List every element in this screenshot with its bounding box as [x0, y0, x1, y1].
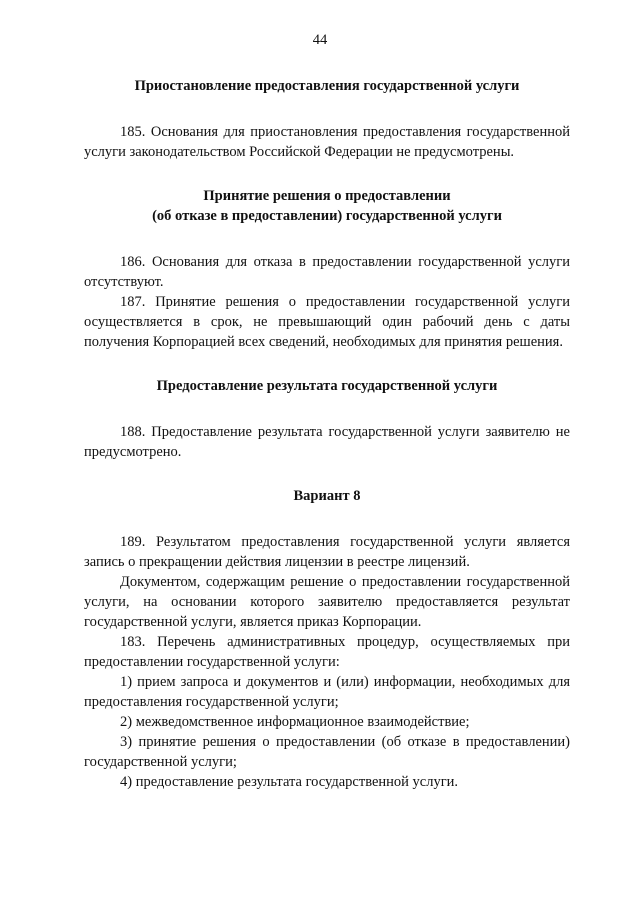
- list-item-3: 3) принятие решения о предоставлении (об отказе в предоставлении) государственной услуги;: [84, 734, 570, 770]
- heading-decision: [84, 186, 570, 226]
- heading-suspension: Приостановление предоставления государственной услуги: [134, 78, 520, 94]
- paragraph-document: Документом, содержащим решение о предоставлении государственной услуги, на основании которого заявителю предоставляется результат государственной услуги, является приказ Корпорации.: [84, 574, 570, 630]
- heading-variant-8: Вариант 8: [293, 488, 361, 504]
- paragraph-186: 186. Основания для отказа в предоставлении государственной услуги отсутствуют.: [84, 254, 570, 290]
- paragraph-185: 185. Основания для приостановления предоставления государственной услуги законодательством Российской Федерации не предусмотрены.: [84, 124, 570, 160]
- paragraph-189: 189. Результатом предоставления государственной услуги является запись о прекращении действия лицензии в реестре лицензий.: [84, 534, 570, 570]
- list-item-2: 2) межведомственное информационное взаимодействие;: [120, 714, 470, 730]
- list-item-1: 1) прием запроса и документов и (или) информации, необходимых для предоставления государственной услуги;: [84, 674, 570, 710]
- heading-decision-line2: (об отказе в предоставлении) государственной услуги: [152, 208, 502, 224]
- paragraph-188: 188. Предоставление результата государственной услуги заявителю не предусмотрено.: [84, 424, 570, 460]
- heading-decision-line1: Принятие решения о предоставлении: [203, 188, 451, 204]
- paragraph-183: 183. Перечень административных процедур, осуществляемых при предоставлении государственной услуги:: [84, 634, 570, 670]
- page-number: 44: [312, 32, 328, 48]
- paragraph-187: 187. Принятие решения о предоставлении государственной услуги осуществляется в срок, не превышающий один рабочий день с даты получения Корпорацией всех сведений, необходимых для принятия решения.: [84, 294, 570, 350]
- list-item-4: 4) предоставление результата государственной услуги.: [120, 774, 459, 790]
- heading-result: Предоставление результата государственной услуги: [156, 378, 498, 394]
- document-body: [84, 76, 570, 792]
